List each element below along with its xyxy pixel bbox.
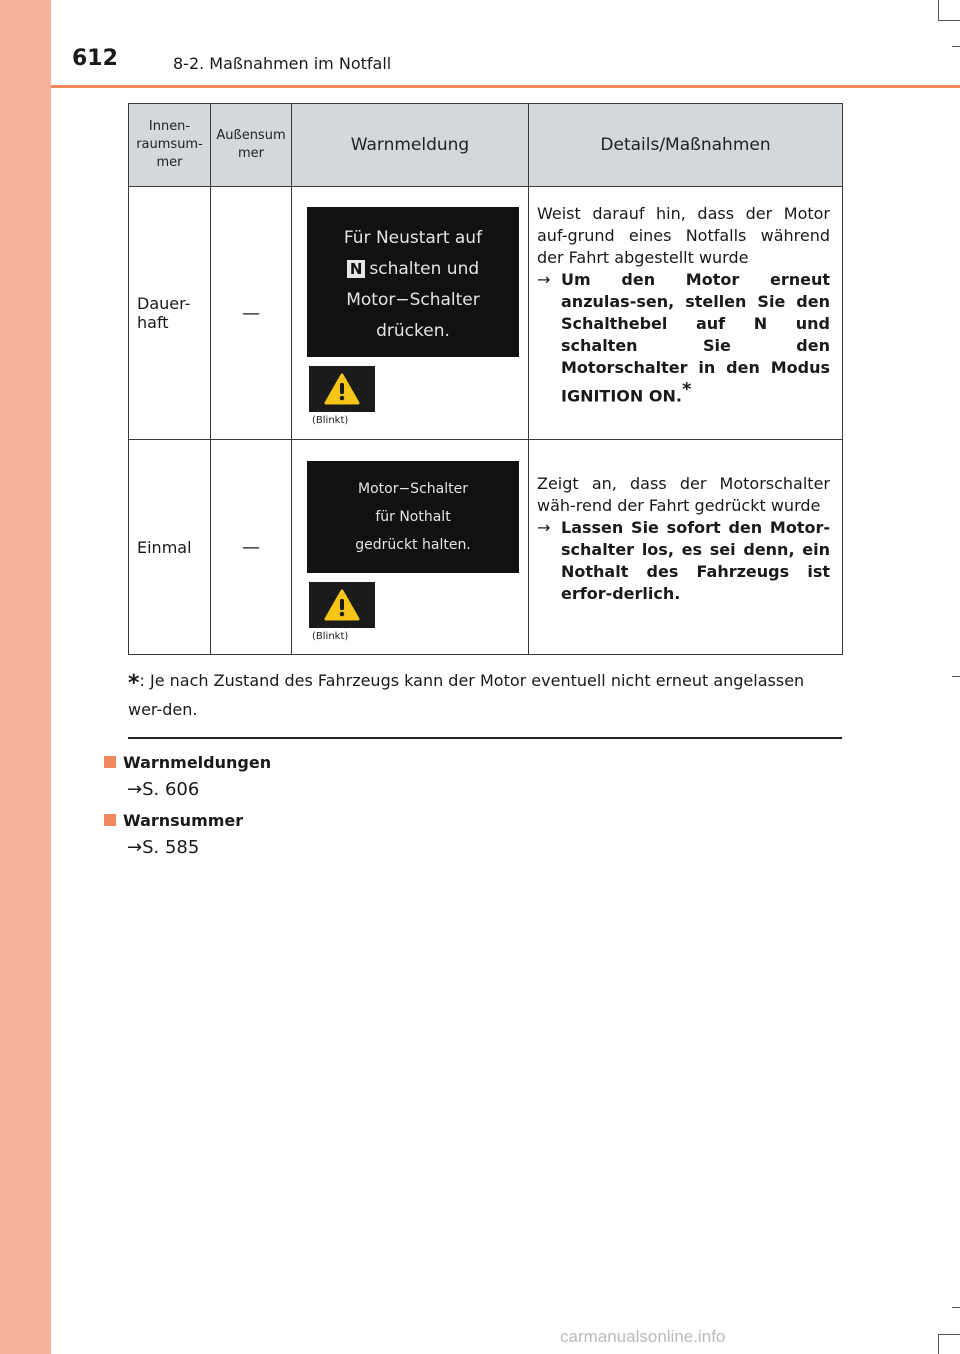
warning-display-cell <box>292 187 529 440</box>
header-interior-buzzer: Innen- raumsum- mer <box>129 104 211 187</box>
header-warning-message: Warnmeldung <box>292 104 529 187</box>
table-row <box>129 187 843 440</box>
warning-triangle-icon <box>323 588 361 622</box>
screen-line: gedrückt halten. <box>355 537 471 553</box>
header-exterior-buzzer: Außensum mer <box>211 104 292 187</box>
screen-line: Motor−Schalter <box>346 290 480 310</box>
header-divider <box>51 85 960 88</box>
crop-mark <box>938 20 960 21</box>
details-cell <box>529 187 843 440</box>
page-number: 612 <box>72 46 118 71</box>
display-screen <box>307 461 519 573</box>
watermark: carmanualsonline.info <box>560 1327 726 1346</box>
chapter-title: 8-2. Maßnahmen im Notfall <box>173 54 392 73</box>
section-title-warnsummer: Warnsummer <box>104 811 243 830</box>
screen-line: für Nothalt <box>375 509 451 525</box>
warning-light <box>309 366 375 412</box>
page-reference-link[interactable]: →S. 606 <box>127 779 200 800</box>
table-header-row <box>129 104 843 187</box>
interior-buzzer-cell: Einmal <box>129 440 211 655</box>
side-tab <box>0 0 51 1354</box>
blink-label: (Blinkt) <box>312 415 349 426</box>
interior-buzzer-cell: Dauer- haft <box>129 187 211 440</box>
screen-line: Motor−Schalter <box>358 481 468 497</box>
screen-line: Für Neustart auf <box>343 228 483 248</box>
footnote-mark: * <box>681 378 692 400</box>
detail-description: Weist darauf hin, dass der Motor auf-grund eines Notfalls während der Fahrt abgestellt wurde <box>537 203 830 267</box>
bullet-square-icon <box>104 756 116 768</box>
exterior-buzzer-cell: — <box>211 187 292 440</box>
arrow-right-icon: → <box>537 518 551 537</box>
warning-message-table <box>128 103 843 655</box>
section-divider <box>128 737 842 739</box>
arrow-right-icon: → <box>537 269 551 289</box>
crop-mark <box>952 46 960 47</box>
display-screen <box>307 207 519 357</box>
blink-label: (Blinkt) <box>312 631 349 642</box>
detail-description: Zeigt an, dass der Motorschalter wäh-rend der Fahrt gedrückt wurde <box>537 474 830 515</box>
gear-n-badge: N <box>347 260 366 278</box>
crop-mark <box>952 1307 960 1308</box>
footnote: *: Je nach Zustand des Fahrzeugs kann der Motor eventuell nicht erneut angelassen wer-den. <box>128 671 805 719</box>
table-row <box>129 440 843 655</box>
footnote-star: * <box>128 671 140 696</box>
crop-mark <box>938 1334 960 1335</box>
header-details: Details/Maßnahmen <box>529 104 843 187</box>
exterior-buzzer-cell: — <box>211 440 292 655</box>
action-instruction: → Um den Motor erneut anzulas-sen, stellen Sie den Schalthebel auf N und schalten Sie den Motorschalter in den Modus IGNITION ON.* <box>537 269 830 406</box>
crop-mark <box>952 676 960 677</box>
details-cell <box>529 440 843 655</box>
section-title-warnmeldungen: Warnmeldungen <box>104 753 271 772</box>
warning-triangle-icon <box>323 372 361 406</box>
bullet-square-icon <box>104 814 116 826</box>
page-reference-link[interactable]: →S. 585 <box>127 837 200 858</box>
crop-mark <box>938 0 939 20</box>
crop-mark <box>938 1334 939 1354</box>
warning-display-cell <box>292 440 529 655</box>
screen-line: N schalten und <box>307 254 519 285</box>
screen-line: drücken. <box>376 321 450 341</box>
warning-light <box>309 582 375 628</box>
action-instruction: → Lassen Sie sofort den Motor-schalter los, es sei denn, ein Nothalt des Fahrzeugs ist erfor-derlich. <box>537 518 830 603</box>
